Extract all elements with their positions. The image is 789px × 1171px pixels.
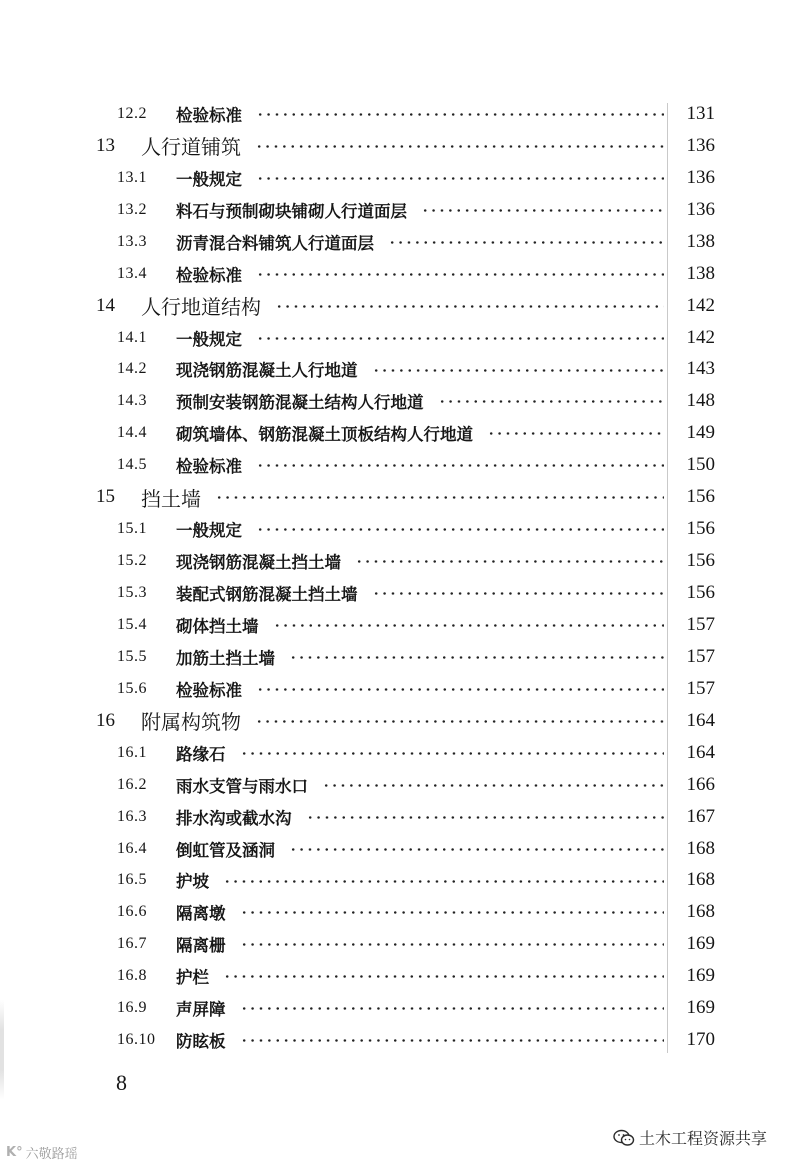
toc-entry-title: 检验标准 bbox=[176, 680, 242, 700]
toc-entry-page: 157 bbox=[686, 645, 715, 667]
toc-section-entry bbox=[0, 801, 789, 833]
toc-dot-leader bbox=[355, 560, 664, 563]
toc-entry-number: 14.3 bbox=[117, 392, 147, 410]
toc-entry-title: 一般规定 bbox=[176, 521, 242, 541]
toc-entry-page: 164 bbox=[686, 741, 715, 763]
toc-entry-number: 16.4 bbox=[117, 839, 147, 857]
toc-entry-page: 157 bbox=[686, 677, 715, 699]
toc-entry-number: 13 bbox=[96, 134, 115, 156]
toc-entry-number: 16.1 bbox=[117, 743, 147, 761]
toc-section-entry bbox=[0, 928, 789, 960]
toc-entry-page: 149 bbox=[686, 422, 715, 444]
toc-dot-leader bbox=[256, 113, 664, 116]
toc-entry-page: 157 bbox=[686, 613, 715, 635]
left-watermark-text: 六敬路瑶 bbox=[25, 1147, 78, 1162]
toc-entry-number: 15.6 bbox=[117, 679, 147, 697]
toc-dot-leader bbox=[240, 911, 664, 914]
toc-entry-title: 检验标准 bbox=[176, 457, 242, 477]
toc-entry-page: 136 bbox=[686, 166, 715, 188]
toc-section-entry bbox=[0, 960, 789, 992]
toc-chapter-entry bbox=[0, 130, 789, 162]
toc-entry-page: 156 bbox=[686, 582, 715, 604]
toc-dot-leader bbox=[372, 592, 664, 595]
toc-entry-title: 现浇钢筋混凝土人行地道 bbox=[176, 361, 358, 381]
toc-entry-number: 13.1 bbox=[117, 168, 147, 186]
right-watermark-text: 土木工程资源共享 bbox=[638, 1129, 767, 1148]
toc-entry-number: 16.10 bbox=[117, 1031, 156, 1049]
toc-section-entry bbox=[0, 513, 789, 545]
toc-dot-leader bbox=[438, 400, 664, 403]
toc-entry-title: 人行道铺筑 bbox=[141, 135, 241, 160]
page-edge-shadow bbox=[0, 1000, 4, 1100]
toc-dot-leader bbox=[306, 816, 664, 819]
toc-dot-leader bbox=[487, 432, 664, 435]
toc-entry-number: 15.3 bbox=[117, 584, 147, 602]
toc-entry-number: 13.2 bbox=[117, 200, 147, 218]
toc-entry-title: 路缘石 bbox=[176, 744, 226, 764]
toc-section-entry bbox=[0, 449, 789, 481]
toc-dot-leader bbox=[273, 624, 664, 627]
toc-entry-page: 167 bbox=[686, 805, 715, 827]
toc-dot-leader bbox=[256, 464, 664, 467]
toc-section-entry bbox=[0, 865, 789, 897]
toc-entry-number: 12.2 bbox=[117, 104, 147, 122]
toc-dot-leader bbox=[372, 369, 664, 372]
toc-section-entry bbox=[0, 577, 789, 609]
toc-entry-page: 156 bbox=[686, 486, 715, 508]
toc-entry-number: 14.2 bbox=[117, 360, 147, 378]
toc-dot-leader bbox=[255, 145, 664, 148]
toc-entry-number: 16.9 bbox=[117, 999, 147, 1017]
toc-section-entry bbox=[0, 98, 789, 130]
toc-entry-number: 14.5 bbox=[117, 456, 147, 474]
toc-entry-title: 人行地道结构 bbox=[141, 295, 261, 320]
toc-dot-leader bbox=[255, 720, 664, 723]
toc-entry-page: 148 bbox=[686, 390, 715, 412]
toc-entry-title: 沥青混合料铺筑人行道面层 bbox=[176, 233, 374, 253]
toc-entry-title: 砌体挡土墙 bbox=[176, 616, 259, 636]
toc-dot-leader bbox=[240, 752, 664, 755]
toc-entry-number: 14 bbox=[96, 294, 115, 316]
toc-dot-leader bbox=[223, 880, 664, 883]
toc-dot-leader bbox=[240, 1039, 664, 1042]
toc-entry-number: 16.2 bbox=[117, 775, 147, 793]
toc-entry-number: 13.4 bbox=[117, 264, 147, 282]
toc-entry-page: 164 bbox=[686, 709, 715, 731]
toc-section-entry bbox=[0, 737, 789, 769]
toc-entry-page: 168 bbox=[686, 837, 715, 859]
toc-dot-leader bbox=[421, 209, 664, 212]
toc-entry-number: 15.4 bbox=[117, 615, 147, 633]
toc-section-entry bbox=[0, 194, 789, 226]
toc-section-entry bbox=[0, 896, 789, 928]
toc-dot-leader bbox=[256, 688, 664, 691]
toc-dot-leader bbox=[322, 784, 664, 787]
toc-entry-page: 136 bbox=[686, 198, 715, 220]
toc-entry-title: 挡土墙 bbox=[141, 486, 201, 511]
toc-chapter-entry bbox=[0, 290, 789, 322]
toc-section-entry bbox=[0, 833, 789, 865]
toc-entry-number: 14.4 bbox=[117, 424, 147, 442]
toc-section-entry bbox=[0, 417, 789, 449]
toc-section-entry bbox=[0, 385, 789, 417]
toc-entry-title: 附属构筑物 bbox=[141, 710, 241, 735]
toc-entry-page: 169 bbox=[686, 965, 715, 987]
toc-entry-title: 雨水支管与雨水口 bbox=[176, 776, 308, 796]
toc-entry-title: 加筋土挡土墙 bbox=[176, 648, 275, 668]
toc-dot-leader bbox=[256, 177, 664, 180]
toc-entry-title: 砌筑墙体、钢筋混凝土顶板结构人行地道 bbox=[176, 425, 473, 445]
toc-entry-title: 护坡 bbox=[176, 872, 209, 892]
toc-dot-leader bbox=[240, 1007, 664, 1010]
toc-section-entry bbox=[0, 992, 789, 1024]
toc-entry-title: 一般规定 bbox=[176, 169, 242, 189]
toc-dot-leader bbox=[289, 656, 664, 659]
toc-entry-title: 护栏 bbox=[176, 968, 209, 988]
toc-entry-page: 156 bbox=[686, 550, 715, 572]
toc-entry-number: 15.2 bbox=[117, 552, 147, 570]
toc-chapter-entry bbox=[0, 481, 789, 513]
toc-entry-number: 15 bbox=[96, 486, 115, 508]
toc-dot-leader bbox=[256, 337, 664, 340]
toc-dot-leader bbox=[275, 305, 664, 308]
table-of-contents bbox=[0, 98, 789, 1056]
toc-entry-page: 131 bbox=[686, 102, 715, 124]
toc-entry-number: 13.3 bbox=[117, 232, 147, 250]
toc-dot-leader bbox=[215, 496, 664, 499]
toc-entry-number: 14.1 bbox=[117, 328, 147, 346]
toc-section-entry bbox=[0, 354, 789, 386]
toc-entry-page: 170 bbox=[686, 1029, 715, 1051]
toc-section-entry bbox=[0, 1024, 789, 1056]
toc-chapter-entry bbox=[0, 705, 789, 737]
toc-entry-title: 隔离墩 bbox=[176, 904, 226, 924]
toc-dot-leader bbox=[240, 943, 664, 946]
toc-section-entry bbox=[0, 673, 789, 705]
toc-entry-page: 168 bbox=[686, 901, 715, 923]
toc-dot-leader bbox=[388, 241, 664, 244]
toc-entry-title: 声屏障 bbox=[176, 1000, 226, 1020]
toc-entry-title: 检验标准 bbox=[176, 265, 242, 285]
toc-dot-leader bbox=[256, 273, 664, 276]
toc-entry-page: 138 bbox=[686, 230, 715, 252]
toc-entry-page: 142 bbox=[686, 294, 715, 316]
toc-entry-title: 料石与预制砌块铺砌人行道面层 bbox=[176, 201, 407, 221]
toc-entry-title: 倒虹管及涵洞 bbox=[176, 840, 275, 860]
toc-entry-page: 168 bbox=[686, 869, 715, 891]
toc-entry-number: 15.5 bbox=[117, 647, 147, 665]
right-watermark bbox=[613, 1126, 767, 1149]
toc-entry-number: 15.1 bbox=[117, 520, 147, 538]
watermark-logo-icon: K° bbox=[6, 1145, 23, 1160]
toc-entry-number: 16.7 bbox=[117, 935, 147, 953]
toc-entry-page: 156 bbox=[686, 518, 715, 540]
toc-entry-title: 防眩板 bbox=[176, 1032, 226, 1052]
toc-section-entry bbox=[0, 609, 789, 641]
toc-section-entry bbox=[0, 226, 789, 258]
toc-section-entry bbox=[0, 769, 789, 801]
toc-section-entry bbox=[0, 258, 789, 290]
toc-entry-page: 166 bbox=[686, 773, 715, 795]
left-watermark bbox=[6, 1143, 78, 1162]
toc-entry-page: 136 bbox=[686, 134, 715, 156]
page-number: 8 bbox=[116, 1070, 127, 1095]
toc-entry-title: 现浇钢筋混凝土挡土墙 bbox=[176, 553, 341, 573]
toc-dot-leader bbox=[223, 975, 664, 978]
toc-entry-page: 169 bbox=[686, 933, 715, 955]
toc-entry-title: 装配式钢筋混凝土挡土墙 bbox=[176, 585, 358, 605]
toc-entry-title: 预制安装钢筋混凝土结构人行地道 bbox=[176, 393, 424, 413]
wechat-icon bbox=[613, 1129, 635, 1147]
toc-entry-title: 一般规定 bbox=[176, 329, 242, 349]
toc-entry-page: 143 bbox=[686, 358, 715, 380]
toc-dot-leader bbox=[289, 848, 664, 851]
toc-entry-page: 142 bbox=[686, 326, 715, 348]
toc-entry-page: 150 bbox=[686, 454, 715, 476]
toc-entry-title: 隔离栅 bbox=[176, 936, 226, 956]
toc-entry-page: 169 bbox=[686, 997, 715, 1019]
toc-entry-number: 16 bbox=[96, 709, 115, 731]
toc-entry-number: 16.5 bbox=[117, 871, 147, 889]
toc-section-entry bbox=[0, 162, 789, 194]
toc-entry-number: 16.8 bbox=[117, 967, 147, 985]
toc-section-entry bbox=[0, 641, 789, 673]
toc-entry-number: 16.3 bbox=[117, 807, 147, 825]
toc-entry-title: 检验标准 bbox=[176, 105, 242, 125]
toc-entry-number: 16.6 bbox=[117, 903, 147, 921]
toc-section-entry bbox=[0, 322, 789, 354]
toc-entry-page: 138 bbox=[686, 262, 715, 284]
toc-entry-title: 排水沟或截水沟 bbox=[176, 808, 292, 828]
toc-section-entry bbox=[0, 545, 789, 577]
toc-dot-leader bbox=[256, 528, 664, 531]
